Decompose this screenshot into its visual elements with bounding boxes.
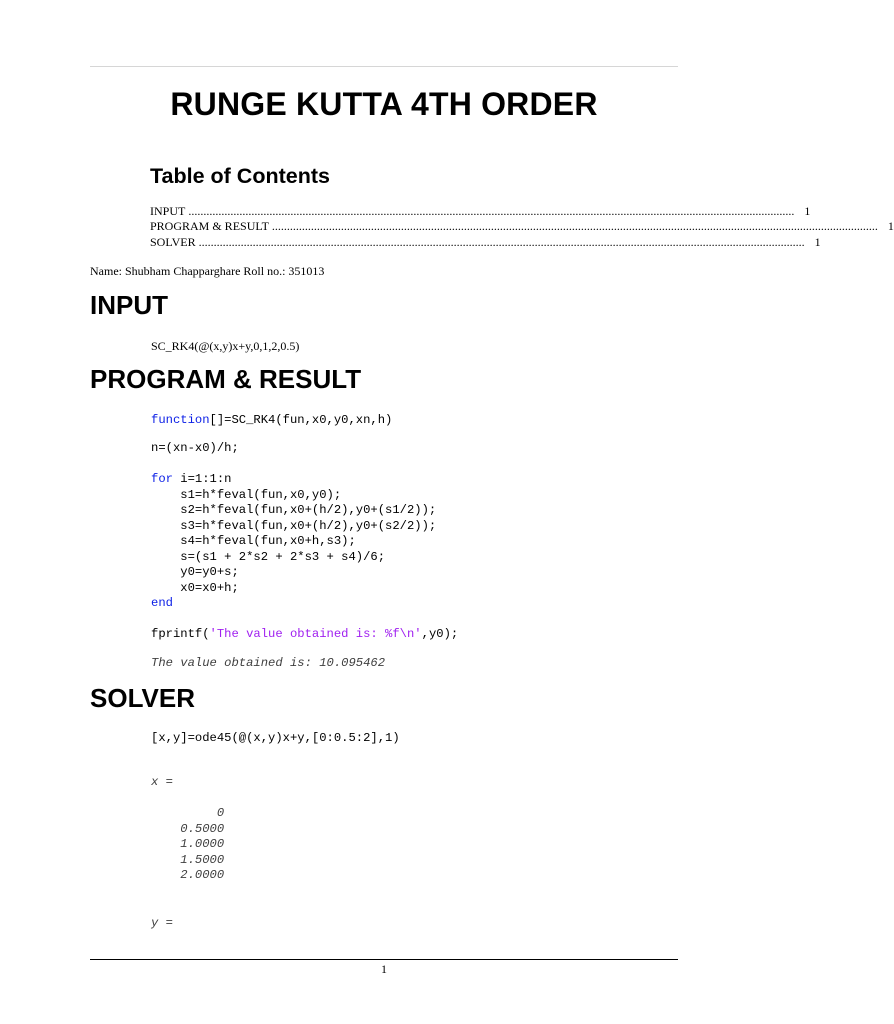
code-function-line	[151, 413, 392, 429]
for-range: i=1:1:n	[172, 472, 232, 486]
x-output-label: x =	[151, 775, 173, 789]
page-number: 1	[381, 962, 387, 976]
toc-item[interactable]	[150, 204, 811, 219]
x-output-value: 0	[151, 806, 225, 820]
solver-command: [x,y]=ode45(@(x,y)x+y,[0:0.5:2],1)	[151, 731, 400, 745]
toc-item-page: 1	[887, 219, 894, 234]
program-output: The value obtained is: 10.095462	[151, 656, 386, 670]
x-output-value: 1.5000	[151, 853, 225, 867]
x-output-value: 0.5000	[151, 822, 225, 836]
toc-dot-leader: ..........................................................................................................................................................................................................	[198, 234, 805, 249]
toc-item-label: PROGRAM & RESULT	[150, 219, 269, 234]
x-output-value: 1.0000	[151, 837, 225, 851]
keyword-function: function	[151, 413, 210, 427]
x-output-value: 2.0000	[151, 868, 225, 882]
toc-heading: Table of Contents	[150, 164, 330, 188]
footer-rule	[90, 959, 678, 960]
format-string: 'The value obtained is: %f\n'	[209, 627, 422, 641]
function-signature: []=SC_RK4(fun,x0,y0,xn,h)	[209, 413, 393, 427]
code-loop-line: s=(s1 + 2*s2 + 2*s3 + s4)/6;	[151, 550, 386, 564]
toc-item-label: SOLVER	[150, 234, 196, 249]
toc-item-label: INPUT	[150, 204, 186, 218]
code-n-line: n=(xn-x0)/h;	[151, 441, 239, 455]
code-loop-line: s4=h*feval(fun,x0+h,s3);	[151, 534, 356, 548]
toc-item[interactable]	[150, 234, 821, 250]
code-loop-line: x0=x0+h;	[151, 581, 239, 595]
table-of-contents	[150, 204, 894, 250]
toc-item-page: 1	[804, 204, 811, 218]
fprintf-call: fprintf(	[151, 627, 210, 641]
code-loop-line: s1=h*feval(fun,x0,y0);	[151, 488, 342, 502]
code-loop-line: y0=y0+s;	[151, 565, 239, 579]
header-rule	[90, 66, 678, 67]
y-output-label: y =	[151, 916, 173, 930]
code-for-line	[151, 472, 231, 488]
section-heading-solver: SOLVER	[90, 683, 195, 713]
toc-dot-leader: ..........................................................................................................................................................................................................	[188, 204, 795, 218]
author-info: Name: Shubham Chapparghare Roll no.: 351013	[90, 264, 325, 278]
code-loop-line: s2=h*feval(fun,x0+(h/2),y0+(s1/2));	[151, 503, 437, 517]
section-heading-program: PROGRAM & RESULT	[90, 364, 362, 394]
input-call: SC_RK4(@(x,y)x+y,0,1,2,0.5)	[151, 339, 300, 353]
code-fprintf-line	[151, 627, 458, 643]
toc-item[interactable]	[150, 219, 894, 234]
toc-item-page: 1	[814, 234, 821, 249]
fprintf-args: ,y0);	[421, 627, 459, 641]
toc-dot-leader: ..........................................................................................................................................................................................................	[271, 219, 878, 234]
keyword-for: for	[151, 472, 173, 486]
document-title: RUNGE KUTTA 4TH ORDER	[170, 86, 598, 122]
keyword-end: end	[151, 596, 173, 610]
code-loop-line: s3=h*feval(fun,x0+(h/2),y0+(s2/2));	[151, 519, 437, 533]
section-heading-input: INPUT	[90, 290, 168, 320]
